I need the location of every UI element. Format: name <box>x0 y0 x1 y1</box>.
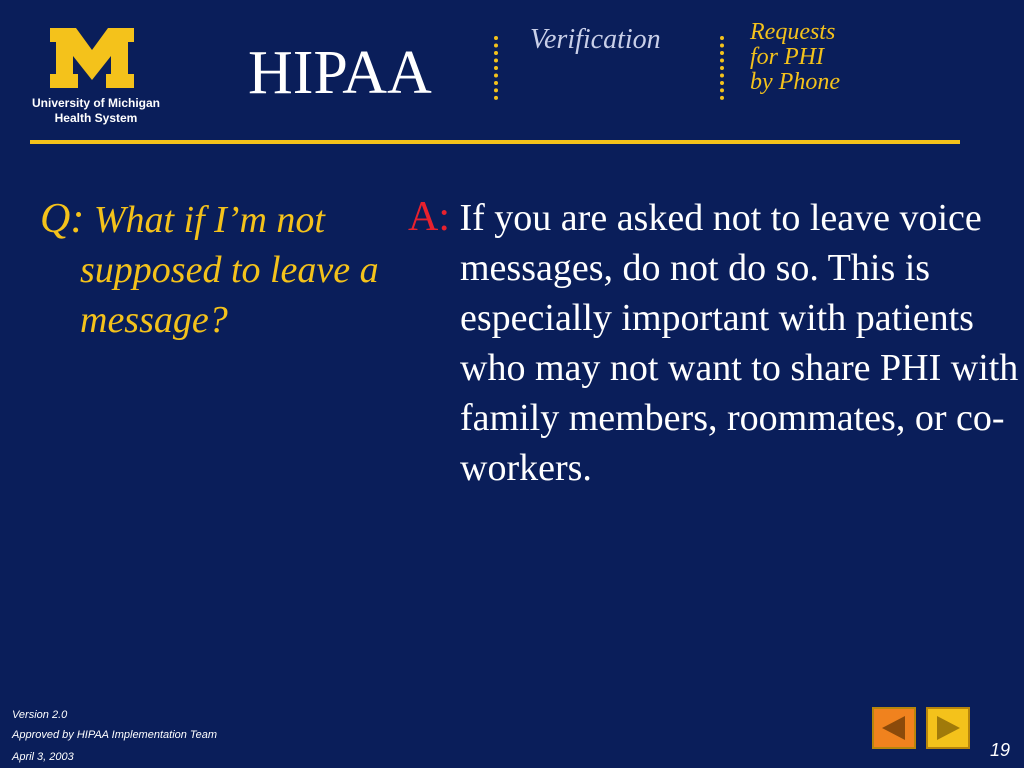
previous-slide-button[interactable] <box>872 707 916 749</box>
header-divider-right <box>720 36 724 100</box>
section-label: Verification <box>530 24 661 55</box>
footer-version: Version 2.0 <box>12 709 68 721</box>
answer-label: A: <box>408 194 450 240</box>
topic-label <box>750 20 840 95</box>
triangle-right-icon <box>933 715 963 741</box>
topic-line-2: for PHI <box>750 44 824 70</box>
answer-block <box>408 192 1020 493</box>
next-slide-button[interactable] <box>926 707 970 749</box>
slide-title: HIPAA <box>248 39 432 107</box>
topic-line-3: by Phone <box>750 69 840 95</box>
question-text: What if I’m not supposed to leave a message? <box>80 199 379 341</box>
header-divider-left <box>494 36 498 100</box>
umhs-logo <box>26 28 166 128</box>
logo-text <box>26 96 166 126</box>
header-rule <box>30 140 960 144</box>
logo-line-2: Health System <box>54 111 138 125</box>
answer-text: If you are asked not to leave voice messages, do not do so. This is especially important with patients who may not want to share PHI with family members, roommates, or co-workers. <box>459 197 1019 489</box>
question-block <box>40 194 390 345</box>
topic-line-1: Requests <box>750 19 836 45</box>
footer-date: April 3, 2003 <box>12 751 74 763</box>
triangle-left-icon <box>879 715 909 741</box>
block-m-logo-icon <box>50 28 134 88</box>
footer-approved: Approved by HIPAA Implementation Team <box>12 729 218 741</box>
logo-line-1: University of Michigan <box>31 96 161 110</box>
question-label: Q: <box>40 196 85 242</box>
page-number: 19 <box>990 740 1011 760</box>
